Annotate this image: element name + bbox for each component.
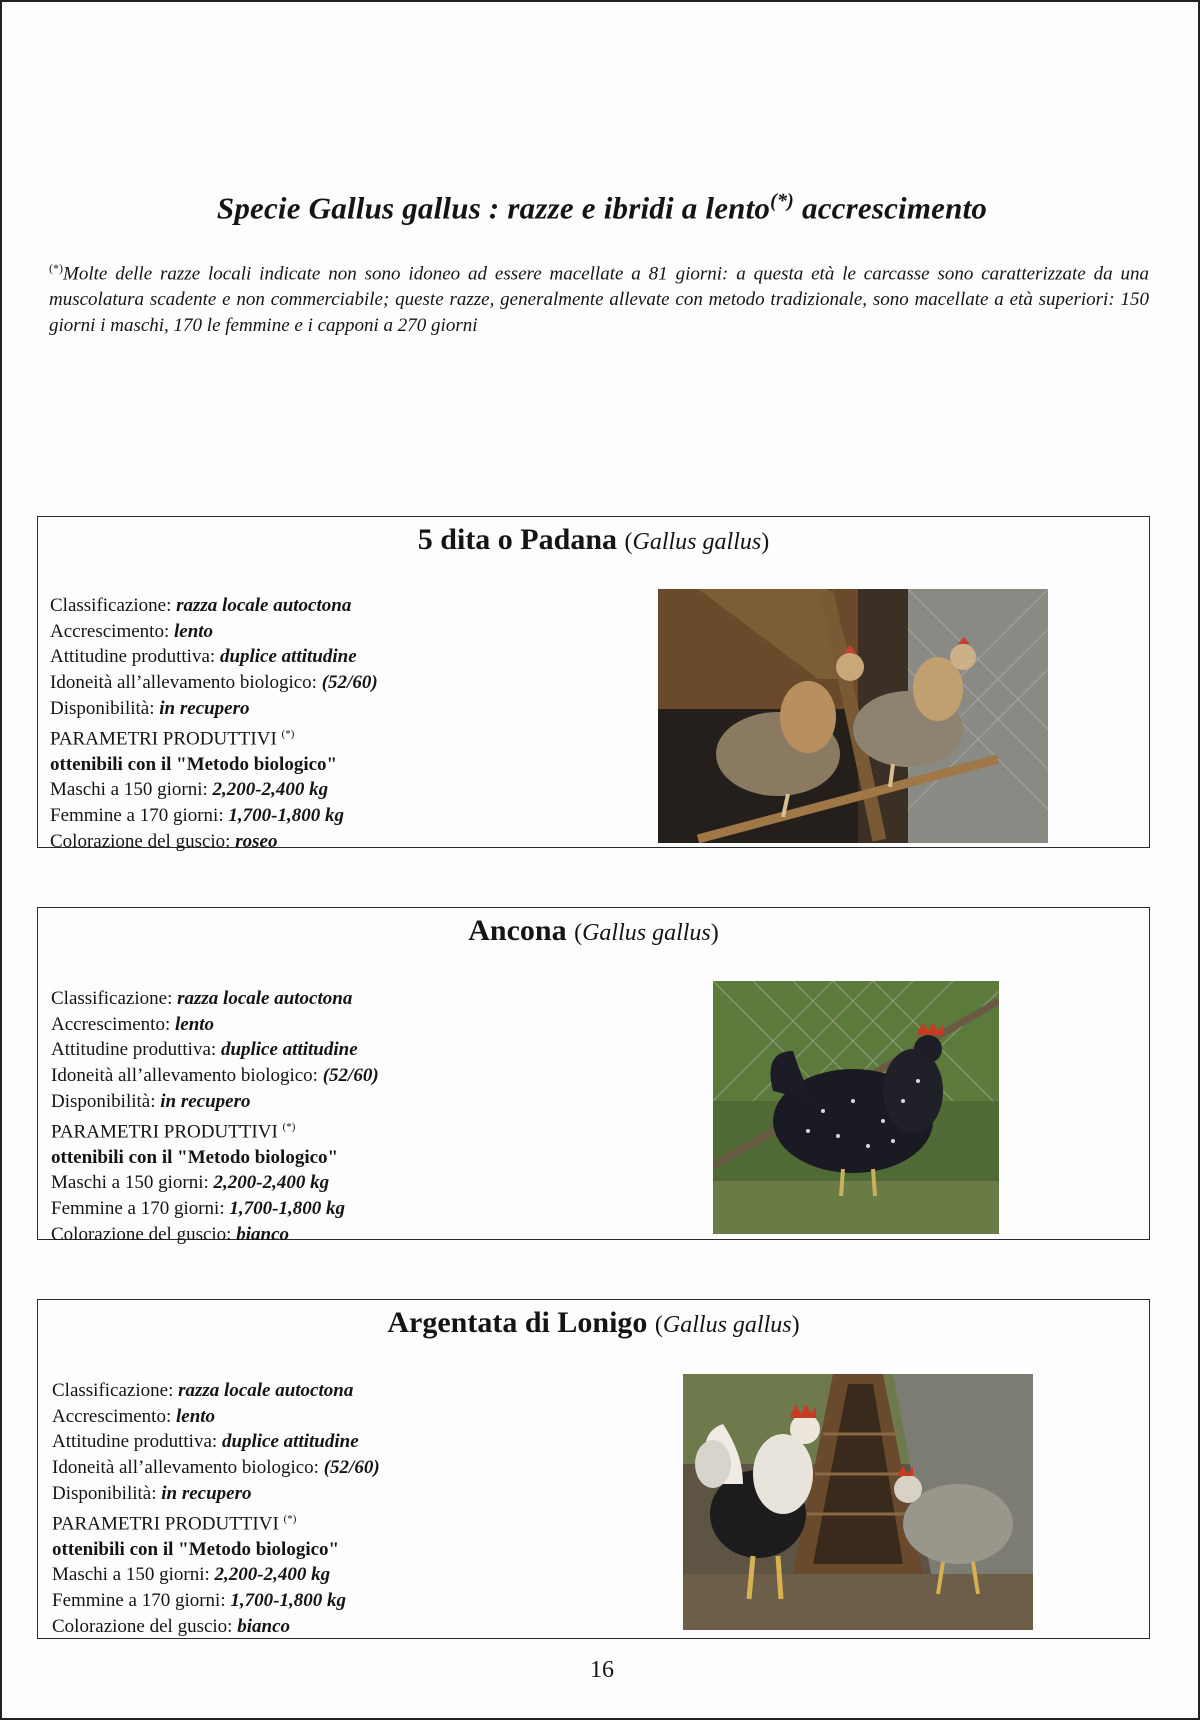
row-parametri: PARAMETRI PRODUTTIVI (*) [50, 727, 295, 749]
photo-padana-hens [658, 589, 1048, 843]
breed-card-lonigo [37, 1299, 1150, 1639]
breed-title: Ancona (Gallus gallus) [468, 914, 719, 947]
breed-info [51, 986, 379, 1247]
page-number: 16 [590, 1657, 614, 1683]
row-guscio: Colorazione del guscio: bianco [52, 1615, 290, 1637]
breed-title: 5 dita o Padana (Gallus gallus) [417, 523, 770, 556]
row-disponibilita: Disponibilità: in recupero [50, 697, 250, 719]
page-title [2, 190, 1200, 226]
row-attitudine: Attitudine produttiva: duplice attitudine [50, 646, 357, 668]
footnote-paragraph [49, 255, 1149, 339]
breed-card-padana [37, 516, 1150, 852]
row-idoneita: Idoneità all’allevamento biologico: (52/60) [50, 672, 378, 694]
photo-ancona-hen [713, 981, 999, 1234]
row-disponibilita: Disponibilità: in recupero [51, 1090, 251, 1112]
title-text-end: accrescimento [794, 190, 988, 226]
row-disponibilita: Disponibilità: in recupero [52, 1482, 252, 1504]
row-accrescimento: Accrescimento: lento [52, 1405, 216, 1427]
row-maschi: Maschi a 150 giorni: 2,200-2,400 kg [51, 1172, 330, 1194]
title-text: Specie Gallus gallus : razze e ibridi a lento [216, 190, 771, 226]
row-accrescimento: Accrescimento: lento [51, 1013, 215, 1035]
scientific-name: Gallus gallus [662, 1312, 792, 1338]
row-attitudine: Attitudine produttiva: duplice attitudine [51, 1039, 358, 1061]
title-footnote-marker: (*) [770, 190, 795, 212]
row-guscio: Colorazione del guscio: roseo [50, 830, 278, 852]
row-parametri: PARAMETRI PRODUTTIVI (*) [51, 1120, 296, 1142]
breed-info [50, 593, 378, 854]
breed-title: Argentata di Lonigo (Gallus gallus) [387, 1306, 800, 1339]
row-idoneita: Idoneità all’allevamento biologico: (52/60) [51, 1065, 379, 1087]
row-ottenibili: ottenibili con il "Metodo biologico" [51, 1146, 339, 1168]
breed-name: 5 dita o Padana [417, 523, 618, 556]
scientific-name: Gallus gallus [582, 920, 711, 946]
row-femmine: Femmine a 170 giorni: 1,700-1,800 kg [50, 804, 344, 826]
row-maschi: Maschi a 150 giorni: 2,200-2,400 kg [52, 1564, 331, 1586]
row-femmine: Femmine a 170 giorni: 1,700-1,800 kg [52, 1589, 346, 1611]
footnote-marker: (*) [49, 261, 63, 275]
row-parametri: PARAMETRI PRODUTTIVI (*) [52, 1512, 297, 1534]
breed-name: Argentata di Lonigo [387, 1306, 648, 1339]
breed-info [52, 1378, 380, 1639]
row-ottenibili: ottenibili con il "Metodo biologico" [50, 753, 338, 775]
breed-card-ancona [37, 907, 1150, 1245]
row-classificazione: Classificazione: razza locale autoctona [52, 1380, 354, 1401]
row-classificazione: Classificazione: razza locale autoctona [51, 988, 353, 1009]
row-ottenibili: ottenibili con il "Metodo biologico" [52, 1538, 340, 1560]
row-attitudine: Attitudine produttiva: duplice attitudine [52, 1431, 359, 1453]
breed-name: Ancona [468, 914, 567, 947]
row-classificazione: Classificazione: razza locale autoctona [50, 595, 352, 616]
footnote-text: Molte delle razze locali indicate non sono idoneo ad essere macellate a 81 giorni: a questa età le carcasse sono caratterizzate da una muscolatura scadente e non commerciabile; queste razze, generalmente allevate con metodo tradizionale, sono macellate a età superiori: 150 giorni i maschi, 170 le femmine e i capponi a 270 giorni [49, 263, 1149, 337]
row-accrescimento: Accrescimento: lento [50, 620, 214, 642]
scientific-name: Gallus gallus [632, 529, 762, 555]
row-maschi: Maschi a 150 giorni: 2,200-2,400 kg [50, 779, 329, 801]
row-femmine: Femmine a 170 giorni: 1,700-1,800 kg [51, 1197, 345, 1219]
photo-lonigo-chickens [683, 1374, 1033, 1630]
row-guscio: Colorazione del guscio: bianco [51, 1223, 289, 1245]
row-idoneita: Idoneità all’allevamento biologico: (52/60) [52, 1457, 380, 1479]
